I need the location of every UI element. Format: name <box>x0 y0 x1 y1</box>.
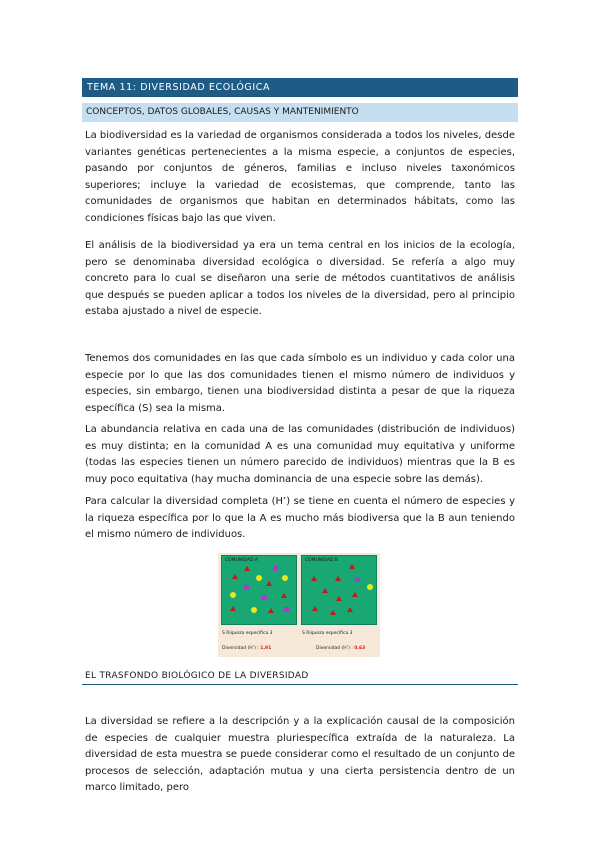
paragraph-complete-diversity: Para calcular la diversidad completa (H’) se tiene en cuenta el número de especies y la riqueza específica por lo que la A es mucho más biodiversa que la B aun teniendo el mismo número de individuos. <box>85 496 515 540</box>
square-individual <box>355 577 360 582</box>
square-individual <box>244 585 249 590</box>
paragraph-biological-background: La diversidad se refiere a la descripción y a la explicación causal de la composición de especies de cualquier muestra pluriespecífica extraída de la naturaleza. La diversidad de esta muestra se puede considerar como el resultado de un conjunto de procesos de selección, adaptación mutua y una cierta persistencia dentro de un marco limitado, pero <box>85 716 515 793</box>
community-b-diversity-label: Diversidad (H’) : <box>316 646 353 651</box>
triangle-individual <box>312 606 318 611</box>
community-b-diversity <box>316 646 365 651</box>
triangle-individual <box>336 596 342 601</box>
community-b-diversity-value: 0,63 <box>354 646 366 651</box>
circle-individual <box>230 592 236 598</box>
paragraph-two-communities: Tenemos dos comunidades en las que cada símbolo es un individuo y cada color una especie por lo que las dos comunidades tienen el mismo número de individuos y especies, sin embargo, tienen una biodiversidad distinta a pesar de que la riqueza específica (S) sea la misma. <box>85 353 515 414</box>
triangle-individual <box>347 607 353 612</box>
circle-individual <box>282 575 288 581</box>
triangle-individual <box>311 576 317 581</box>
triangle-individual <box>244 566 250 571</box>
section-heading-biological-background: EL TRASFONDO BIOLÓGICO DE LA DIVERSIDAD <box>82 669 518 685</box>
community-b-title: COMUNIDAD B <box>305 558 339 563</box>
paragraph-relative-abundance: La abundancia relativa en cada una de las comunidades (distribución de individuos) es muy distinta; en la comunidad A es una comunidad muy equitativa y uniforme (todas las especies tienen un número parecido de individuos) mientras que la B es muy poco equitativa (hay mucha dominancia de una especie sobre las demás). <box>85 424 515 485</box>
triangle-individual <box>266 581 272 586</box>
square-individual <box>262 595 267 600</box>
community-a-diversity-value: 1,91 <box>260 646 272 651</box>
circle-individual <box>256 575 262 581</box>
community-a-panel <box>221 555 297 625</box>
community-b-richness: S Riqueza específica 3 <box>302 631 353 636</box>
paragraph-biodiversity-definition: La biodiversidad es la variedad de organismos considerada a todos los niveles, desde variantes genéticas pertenecientes a la misma especie, a conjuntos de especies, pasando por conjuntos de géneros, familias e incluso niveles taxonómicos superiores; incluye la variedad de ecosistemas, que comprende, tanto las comunidades de organismos que habitan en determinados hábitats, como las condiciones físicas bajo las que viven. <box>85 130 515 224</box>
triangle-individual <box>232 574 238 579</box>
square-individual <box>284 607 289 612</box>
community-comparison-figure <box>218 553 380 657</box>
square-individual <box>273 566 278 571</box>
triangle-individual <box>349 564 355 569</box>
triangle-individual <box>322 588 328 593</box>
chapter-title: TEMA 11: DIVERSIDAD ECOLÓGICA <box>82 78 518 97</box>
triangle-individual <box>352 592 358 597</box>
community-a-title: COMUNIDAD A <box>225 558 258 563</box>
community-a-diversity <box>222 646 271 651</box>
triangle-individual <box>335 576 341 581</box>
paragraph-diversity-analysis: El análisis de la biodiversidad ya era un tema central en los inicios de la ecología, pero se denominaba diversidad ecológica o diversidad. Se refería a algo muy concreto para lo cual se diseñaron una serie de métodos cuantitativos de análisis que después se pueden aplicar a todos los niveles de la diversidad, pero al principio estaba ajustado a nivel de especie. <box>85 240 515 317</box>
community-b-panel <box>301 555 377 625</box>
circle-individual <box>367 584 373 590</box>
triangle-individual <box>268 608 274 613</box>
triangle-individual <box>330 610 336 615</box>
circle-individual <box>251 607 257 613</box>
community-a-richness: S Riqueza específica 3 <box>222 631 273 636</box>
section-heading: CONCEPTOS, DATOS GLOBALES, CAUSAS Y MANTENIMIENTO <box>82 103 518 122</box>
community-a-diversity-label: Diversidad (H’) : <box>222 646 259 651</box>
triangle-individual <box>230 606 236 611</box>
triangle-individual <box>281 593 287 598</box>
